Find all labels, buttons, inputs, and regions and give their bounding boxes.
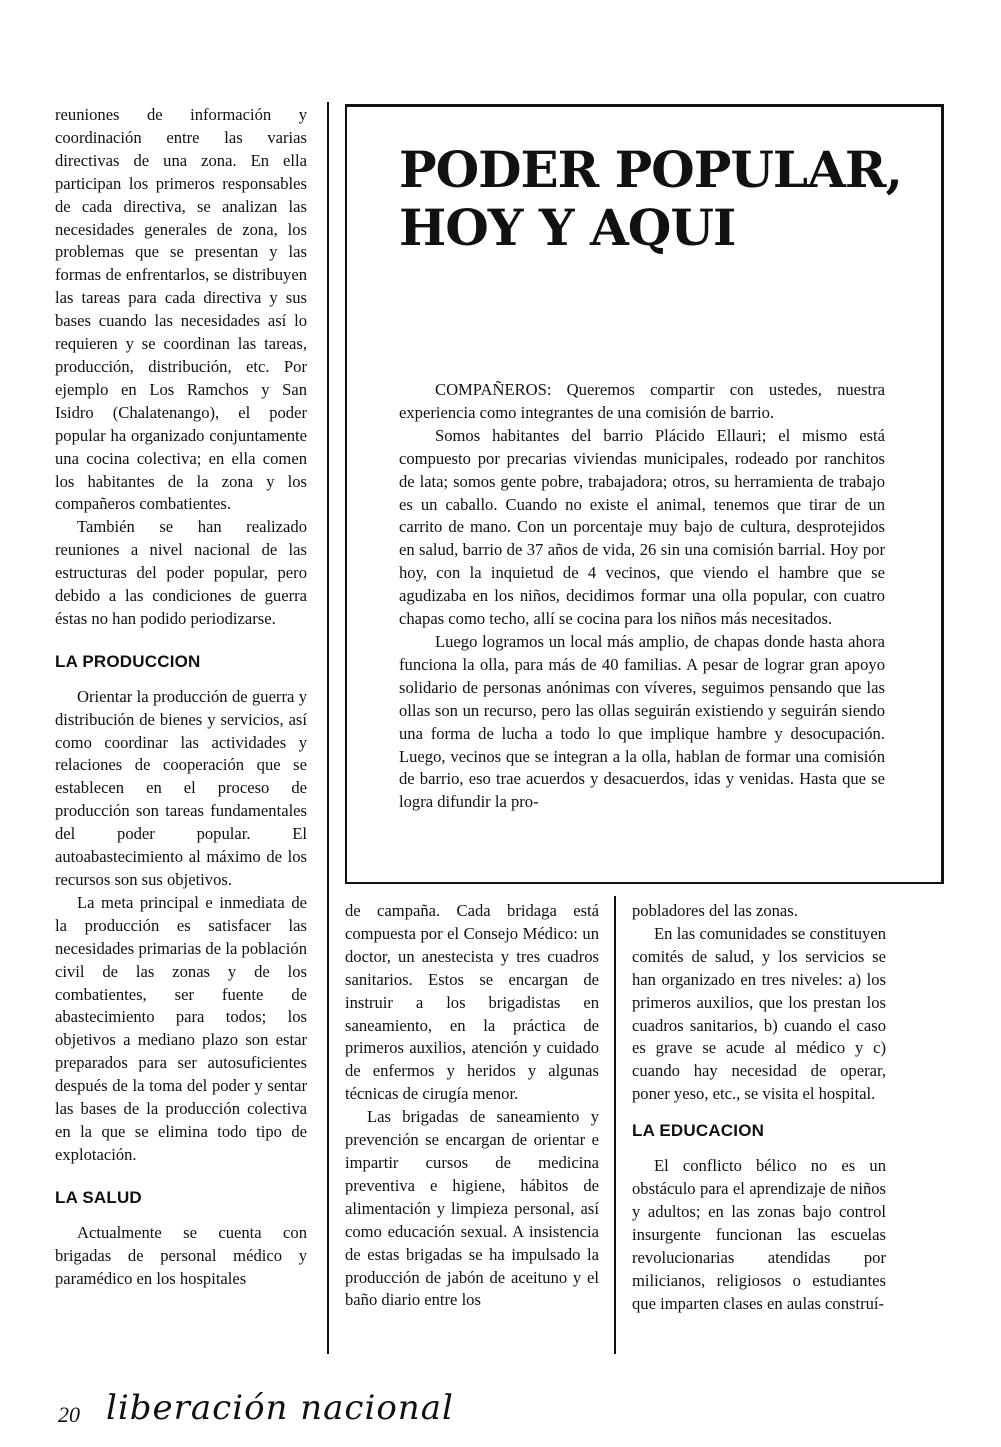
- boxed-article-body: [399, 379, 885, 814]
- paragraph: El conflicto bélico no es un obstáculo para el aprendizaje de niños y adultos; en las zonas bajo control insurgente funcionan las escuelas revolucionarias atendidas por milicianos, religiosos o estudiantes que imparten clases en aulas construí-: [632, 1156, 886, 1313]
- paragraph: de campaña. Cada bridaga está compuesta por el Consejo Médico: un doctor, un anestecista y tres cuadros sanitarios. Estos se encargan de instruir a los brigadistas en saneamiento, en la práctica de primeros auxilios, atención y cuidado de enfermos y heridos y algunas técnicas de cirugía menor.: [345, 901, 599, 1104]
- paragraph: Somos habitantes del barrio Plácido Ellauri; el mismo está compuesto por precarias viviendas municipales, rodeado por ranchitos de lata; somos gente pobre, trabajadora; otros, su herramienta de trabajo es un caballo. Cuando no existe el animal, tenemos que tirar de un carrito de mano. Con un porcentaje muy bajo de cultura, desprotejidos en salud, barrio de 37 años de vida, 26 sin una comisión barrial. Hoy por hoy, con la inquietud de 4 vecinos, que viendo el hambre que se agudizaba en los niños, decidimos formar una olla popular, con cuatro chapas como techo, allí se cocina para los niños más necesitados.: [399, 425, 885, 629]
- paragraph: reuniones de información y coordinación entre las varias directivas de una zona. En ella participan los primeros responsables de cada directiva, se analizan las necesidades generales de zona, los problemas que se presentan y las formas de enfrentarlos, se distribuyen las tareas para cada directiva y sus bases cuando las necesidades así lo requieren y se coordinan las tareas, producción, distribución, etc. Por ejemplo en Los Ramchos y San Isidro (Chalatenango), el poder popular ha organizado conjuntamente una cocina colectiva; en ella comen los habitantes de la zona y los compañeros combatientes.: [55, 105, 307, 514]
- middle-column: [345, 900, 599, 1312]
- masthead-logo: liberación nacional: [106, 1388, 454, 1428]
- left-column: [55, 104, 307, 1290]
- section-heading-educacion: LA EDUCACION: [632, 1121, 765, 1141]
- paragraph: Luego logramos un local más amplio, de chapas donde hasta ahora funciona la olla, para más de 40 familias. A pesar de lograr gran apoyo solidario de personas anónimas con víveres, seguimos pensando que las ollas son un recurso, pero las ollas seguirán existiendo y seguirán siendo una forma de lucha a todo lo que implique hambre y desocupación. Luego, vecinos que se integran a la olla, hablan de formar una comisión de barrio, eso trae acuerdos y desacuerdos, idas y venidas. Hasta que se logra difundir la pro-: [399, 631, 885, 812]
- paragraph: Actualmente se cuenta con brigadas de personal médico y paramédico en los hospitales: [55, 1222, 307, 1288]
- paragraph: COMPAÑEROS: Queremos compartir con ustedes, nuestra experiencia como integrantes de una comisión de barrio.: [399, 380, 885, 422]
- column-divider: [327, 102, 329, 1354]
- paragraph: Las brigadas de saneamiento y prevención se encargan de orientar e impartir cursos de medicina preventiva e higiene, hábitos de alimentación y limpieza personal, así como educación sexual. A insistencia de estas brigadas se ha impulsado la producción de jabón de aceituno y el baño diario entre los: [345, 1107, 599, 1310]
- page-footer: [58, 1380, 454, 1430]
- right-column: [632, 900, 886, 1315]
- paragraph: En las comunidades se constituyen comités de salud, y los servicios se han organizado en tres niveles: a) los primeros auxilios, que los prestan los cuadros sanitarios, b) cuando el caso es grave se acude al médico y c) cuando hay necesidad de operar, poner yeso, etc., se visita el hospital.: [632, 923, 886, 1104]
- title-line: HOY Y AQUI: [399, 198, 736, 257]
- paragraph: pobladores del las zonas.: [632, 901, 798, 920]
- section-heading-produccion: LA PRODUCCION: [55, 651, 201, 671]
- paragraph: También se han realizado reuniones a nivel nacional de las estructuras del poder popular, pero debido a las condiciones de guerra éstas no han podido periodizarse.: [55, 517, 307, 628]
- section-heading-salud: LA SALUD: [55, 1187, 142, 1207]
- title-line: PODER POPULAR,: [399, 140, 902, 199]
- column-divider: [614, 896, 616, 1354]
- page-number: 20: [58, 1402, 80, 1427]
- paragraph: Orientar la producción de guerra y distribución de bienes y servicios, así como coordinar las actividades y relaciones de cooperación que se establecen en el proceso de producción son tareas fundamentales del poder popular. El autoabastecimiento al máximo de los recursos son sus objetivos.: [55, 686, 307, 889]
- paragraph: La meta principal e inmediata de la producción es satisfacer las necesidades primarias de la población civil de las zonas y de los combatientes, ser fuente de abastecimiento para todos; los objetivos a mediano plazo son estar preparados para ser autosuficientes después de la toma del poder y sentar las bases de la producción colectiva en la que se elimina todo tipo de explotación.: [55, 892, 307, 1164]
- boxed-article: [345, 104, 944, 884]
- article-title: [399, 141, 902, 257]
